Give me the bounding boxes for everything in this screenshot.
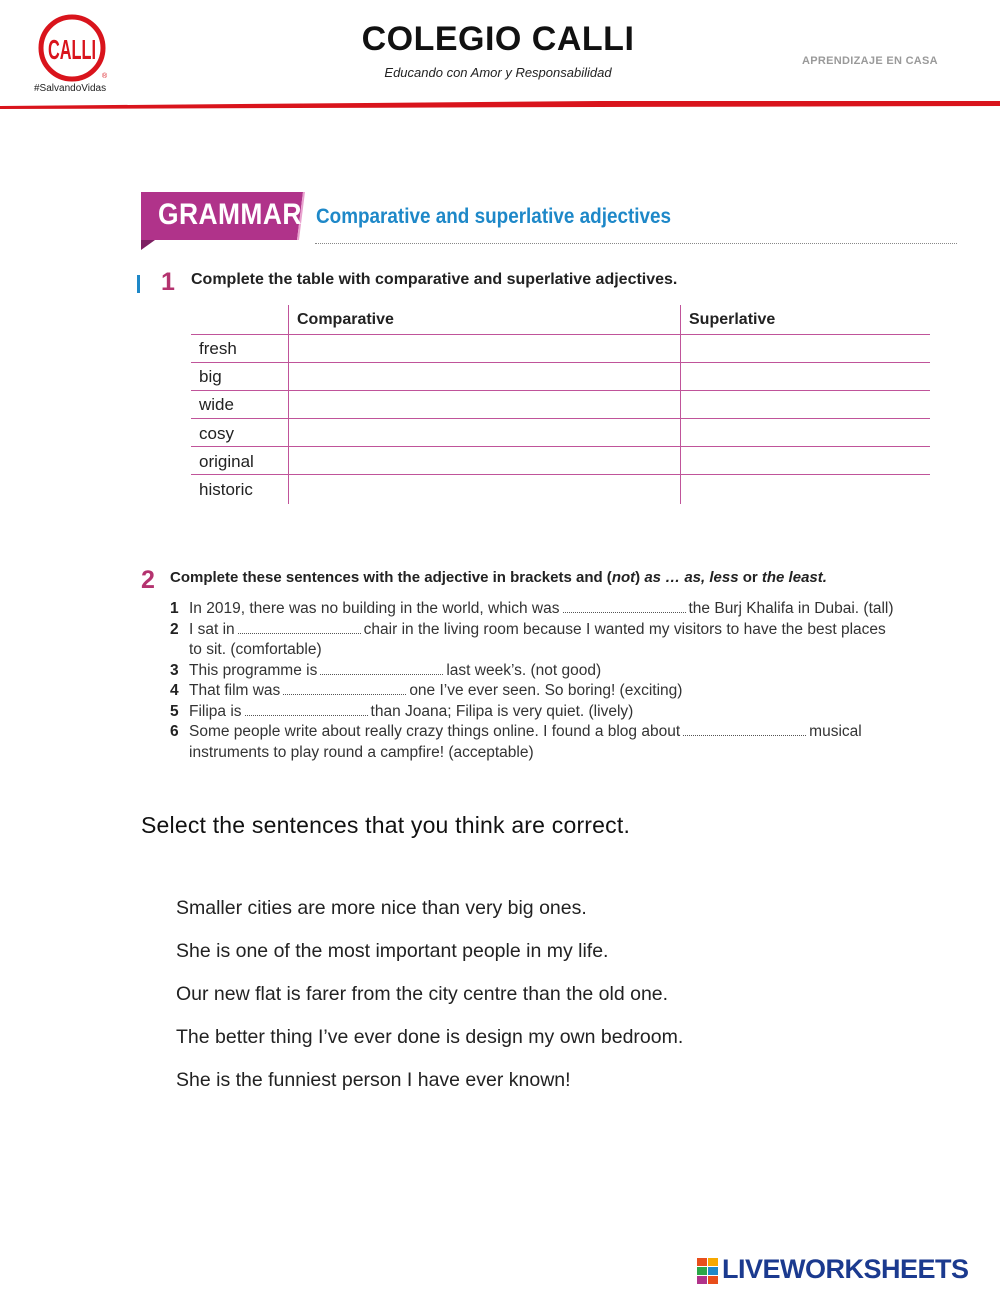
sentence-4: 4 That film was one I’ve ever seen. So boring! (exciting) xyxy=(170,682,683,699)
grammar-label: GRAMMAR xyxy=(158,198,302,231)
blank-1[interactable] xyxy=(563,600,686,613)
school-name: COLEGIO CALLI xyxy=(361,20,635,58)
sentence-1: 1 In 2019, there was no building in the world, which was the Burj Khalifa in Dubai. (tall) xyxy=(170,600,894,617)
sentence-6: 6 Some people write about really crazy things online. I found a blog about musical xyxy=(170,723,862,740)
column-header-superlative: Superlative xyxy=(689,311,776,328)
answer-field-comparative-cosy[interactable] xyxy=(290,419,679,446)
sentence-6-continued: instruments to play round a campfire! (acceptable) xyxy=(189,744,534,761)
selectable-sentence-2[interactable]: She is one of the most important people in my life. xyxy=(176,940,609,962)
selection-heading: Select the sentences that you think are correct. xyxy=(141,812,631,838)
selectable-sentence-5[interactable]: She is the funniest person I have ever known! xyxy=(176,1069,571,1091)
answer-field-superlative-cosy[interactable] xyxy=(682,419,929,446)
answer-field-superlative-original[interactable] xyxy=(682,447,929,474)
blank-5[interactable] xyxy=(245,703,368,716)
blank-2[interactable] xyxy=(238,621,361,634)
adjective-historic: historic xyxy=(199,480,253,499)
answer-field-comparative-wide[interactable] xyxy=(290,391,679,418)
liveworksheets-icon xyxy=(697,1258,719,1284)
sentence-2: 2 I sat in chair in the living room because I wanted my visitors to have the best places xyxy=(170,621,886,638)
answer-field-superlative-historic[interactable] xyxy=(682,475,929,502)
liveworksheets-brand: LIVEWORKSHEETS xyxy=(722,1254,969,1284)
answer-field-superlative-wide[interactable] xyxy=(682,391,929,418)
adjective-cosy: cosy xyxy=(199,424,234,443)
answer-field-comparative-historic[interactable] xyxy=(290,475,679,502)
exercise-1-instruction: Complete the table with comparative and superlative adjectives. xyxy=(191,271,678,288)
sentence-5: 5 Filipa is than Joana; Filipa is very quiet. (lively) xyxy=(170,703,634,720)
margin-marker xyxy=(137,275,140,293)
answer-field-comparative-big[interactable] xyxy=(290,363,679,390)
exercise-1-number: 1 xyxy=(161,268,175,296)
sentence-2-continued: to sit. (comfortable) xyxy=(189,641,322,658)
blank-4[interactable] xyxy=(283,682,406,695)
adjective-wide: wide xyxy=(199,395,234,414)
answer-field-comparative-fresh[interactable] xyxy=(290,335,679,362)
header-divider xyxy=(0,100,1000,109)
answer-field-superlative-big[interactable] xyxy=(682,363,929,390)
adjective-big: big xyxy=(199,367,222,386)
exercise-2-instruction: Complete these sentences with the adjective in brackets and (not) as … as, less or the least. xyxy=(170,569,827,586)
logo-text: CALLI xyxy=(48,34,96,65)
tagline: APRENDIZAJE EN CASA xyxy=(802,55,938,67)
blank-3[interactable] xyxy=(320,662,443,675)
sentence-3: 3 This programme is last week’s. (not good) xyxy=(170,662,602,679)
blank-6[interactable] xyxy=(683,723,806,736)
selectable-sentence-4[interactable]: The better thing I’ve ever done is design my own bedroom. xyxy=(176,1026,684,1048)
selectable-sentence-1[interactable]: Smaller cities are more nice than very big ones. xyxy=(176,897,587,919)
school-motto: Educando con Amor y Responsabilidad xyxy=(384,65,612,80)
adjective-fresh: fresh xyxy=(199,339,237,358)
column-header-comparative: Comparative xyxy=(297,311,394,328)
adjective-table xyxy=(191,305,930,504)
exercise-2-number: 2 xyxy=(141,566,155,594)
answer-field-superlative-fresh[interactable] xyxy=(682,335,929,362)
title-underline xyxy=(315,243,957,244)
selectable-sentence-3[interactable]: Our new flat is farer from the city centre than the old one. xyxy=(176,983,669,1005)
adjective-original: original xyxy=(199,452,254,471)
answer-field-comparative-original[interactable] xyxy=(290,447,679,474)
section-title: Comparative and superlative adjectives xyxy=(316,205,672,228)
svg-text:®: ® xyxy=(102,73,108,80)
hashtag-text: #SalvandoVidas xyxy=(34,83,107,94)
